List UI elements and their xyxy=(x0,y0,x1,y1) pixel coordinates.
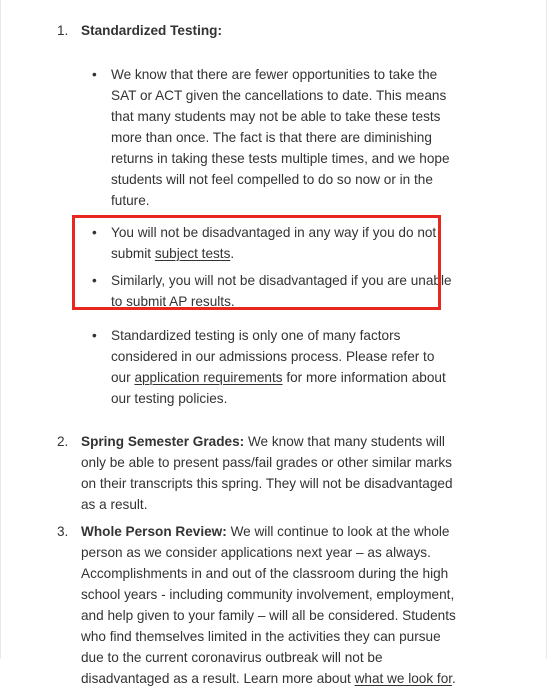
bullet-text: Similarly, you will not be disadvantaged if you are unable to submit AP results. xyxy=(111,273,452,309)
policy-body: We know that many students will only be able to present pass/fail grades or other similar marks on their transcripts this spring. They will not be disadvantaged as a result. xyxy=(81,434,453,512)
application-requirements-link[interactable]: application requirements xyxy=(134,370,283,385)
policy-item-spring-grades xyxy=(0,431,549,515)
policy-item-standardized-testing xyxy=(0,20,549,409)
policy-item-whole-person xyxy=(0,521,549,689)
list-number: 3. xyxy=(57,524,69,539)
policy-list xyxy=(0,20,549,689)
policy-body: We will continue to look at the whole person as we consider applications next year – as always. Accomplishments in and out of the classroom during the high school years - including community involvement, employment, and help given to your family – will all be considered. Students who find themselves limited in the activities they can pursue due to the current coronavirus outbreak will not be disadvantaged as a result. Learn more about xyxy=(81,524,456,686)
bullet-text-end: . xyxy=(230,246,235,261)
policy-heading: Standardized Testing: xyxy=(81,23,222,38)
bullet-text-end: for more information about our testing policies. xyxy=(111,370,446,406)
list-item xyxy=(81,64,465,211)
list-number: 1. xyxy=(57,23,69,38)
bullet-icon: • xyxy=(92,273,97,288)
bullet-text: You will not be disadvantaged in any way if you do not submit xyxy=(111,225,437,261)
testing-bullets xyxy=(81,64,465,409)
bullet-text: Standardized testing is only one of many factors considered in our admissions process. Please refer to our xyxy=(111,328,435,385)
bullet-icon: • xyxy=(92,328,97,343)
policy-heading: Spring Semester Grades: xyxy=(81,434,245,449)
bullet-text: We know that there are fewer opportunities to take the SAT or ACT given the cancellations to date. This means that many students may not be able to take these tests more than once. The fact is that there are diminishing returns in taking these tests multiple times, and we hope students will not feel compelled to do so now or in the future. xyxy=(111,67,450,208)
list-number: 2. xyxy=(57,434,69,449)
subject-tests-link[interactable]: subject tests xyxy=(154,246,231,261)
list-item xyxy=(81,325,465,409)
bullet-icon: • xyxy=(92,67,97,82)
bullet-icon: • xyxy=(92,225,97,240)
policy-heading: Whole Person Review: xyxy=(81,524,227,539)
policy-body-end: . xyxy=(452,671,456,686)
what-we-look-for-link[interactable]: what we look for xyxy=(354,671,453,686)
list-item xyxy=(81,222,465,264)
list-item xyxy=(81,270,465,312)
